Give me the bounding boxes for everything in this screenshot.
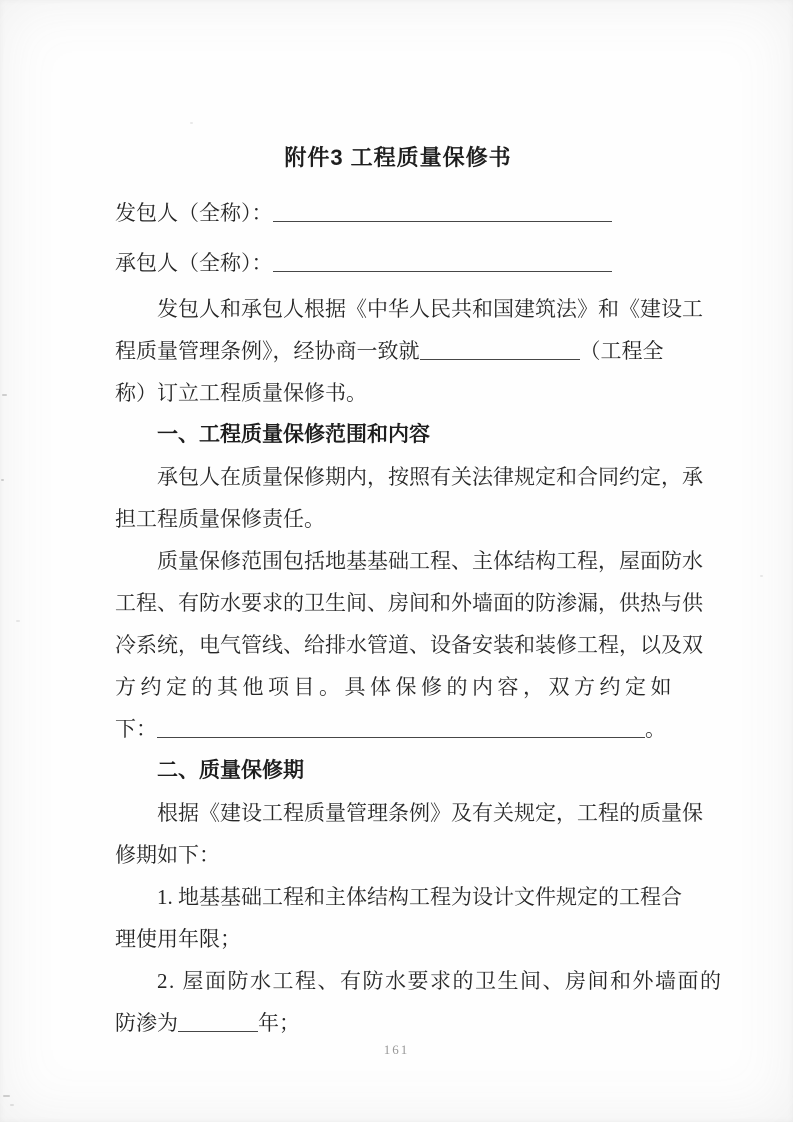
contractor-field-label: 承包人（全称）：	[115, 251, 273, 275]
employer-field-label: 发包人（全称）：	[115, 201, 273, 225]
scan-speck	[1, 479, 4, 481]
section1-para2-line4: 方约定的其他项目。具体保修的内容，双方约定如	[115, 675, 676, 699]
scan-speck	[760, 575, 763, 577]
document-title: 附件3 工程质量保修书	[284, 145, 512, 170]
years-fill-in-line	[178, 1010, 258, 1032]
section2-item1-line1: 1. 地基基础工程和主体结构工程为设计文件规定的工程合	[157, 885, 682, 909]
employer-field-line	[115, 188, 681, 238]
section2-heading: 二、质量保修期	[157, 759, 304, 782]
section1-para2-line5	[115, 708, 681, 750]
scan-speck	[2, 394, 7, 396]
section1-para1-line2: 担工程质量保修责任。	[115, 507, 325, 531]
contractor-field-line	[115, 238, 681, 288]
document-body	[115, 0, 723, 1044]
section1-para2-line2: 工程、有防水要求的卫生间、房间和外墙面的防渗漏，供热与供	[115, 591, 703, 615]
scan-speck	[16, 620, 20, 622]
section2-para1-line1: 根据《建设工程质量管理条例》及有关规定，工程的质量保	[157, 801, 703, 825]
project-name-fill-in-line	[420, 338, 580, 360]
section1-para2-line5-tail: 。	[645, 717, 666, 741]
section1-heading: 一、工程质量保修范围和内容	[157, 423, 430, 446]
section2-item2-line2	[115, 1002, 681, 1044]
section1-para2-line1: 质量保修范围包括地基基础工程、主体结构工程，屋面防水	[157, 549, 703, 573]
scan-speck	[3, 1095, 10, 1097]
section2-item2-line1: 2. 屋面防水工程、有防水要求的卫生间、房间和外墙面的	[157, 969, 723, 993]
section2-item1-line2: 理使用年限；	[115, 927, 241, 951]
employer-fill-in-line	[273, 200, 612, 222]
intro-line-2-tail: （工程全	[579, 339, 664, 363]
page-number: 161	[383, 1042, 410, 1057]
intro-line-1: 发包人和承包人根据《中华人民共和国建筑法》和《建设工	[157, 297, 703, 321]
section1-para2-line3: 冷系统，电气管线、给排水管道、设备安装和装修工程，以及双	[115, 633, 703, 657]
section2-para1-line2: 修期如下：	[115, 843, 220, 867]
scan-speck	[190, 122, 193, 124]
section1-para1-line1: 承包人在质量保修期内，按照有关法律规定和合同约定，承	[157, 465, 703, 489]
scan-speck	[10, 1104, 14, 1106]
contractor-fill-in-line	[273, 250, 612, 272]
intro-line-2	[115, 330, 681, 372]
section1-para2-line5-text: 下：	[115, 717, 157, 741]
section2-item2-line2-text: 防渗为	[115, 1011, 178, 1035]
intro-line-2-text: 程质量管理条例》，经协商一致就	[115, 339, 420, 363]
warranty-content-fill-in-line	[157, 716, 645, 738]
section2-item2-line2-tail: 年；	[258, 1011, 300, 1035]
intro-line-3: 称）订立工程质量保修书。	[115, 381, 367, 405]
